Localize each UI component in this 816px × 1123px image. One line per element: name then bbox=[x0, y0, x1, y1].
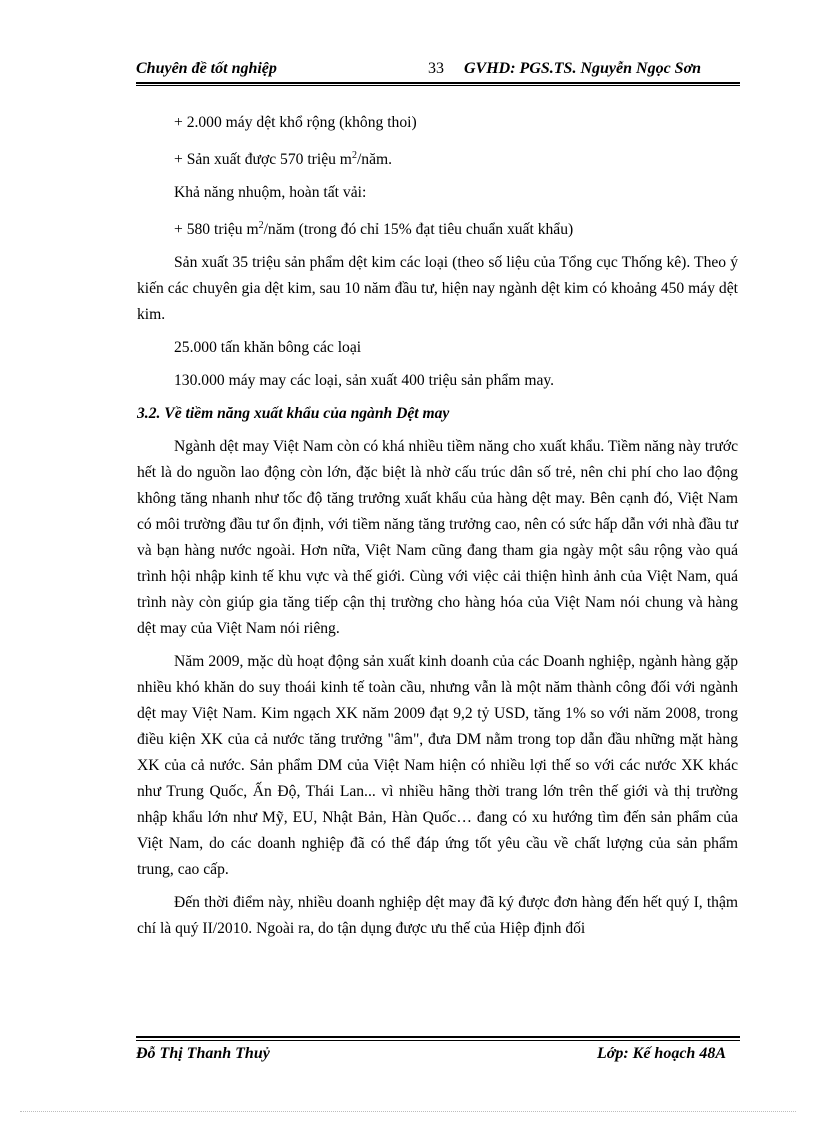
page-number: 33 bbox=[428, 60, 444, 77]
body-paragraph: Đến thời điểm này, nhiều doanh nghiệp dệt may đã ký được đơn hàng đến hết quý I, thậm chí là quý II/2010. Ngoài ra, do tận dụng được ưu thế của Hiệp định đối bbox=[137, 894, 738, 938]
page-bottom-dotted-line bbox=[20, 1111, 796, 1112]
footer-rule-thin bbox=[136, 1040, 740, 1041]
page-body bbox=[137, 110, 738, 949]
body-line: + 2.000 máy dệt khổ rộng (không thoi) bbox=[174, 114, 417, 131]
header-supervisor: GVHD: PGS.TS. Nguyễn Ngọc Sơn bbox=[464, 60, 702, 77]
section-heading: 3.2. Về tiềm năng xuất khẩu của ngành Dệt may bbox=[137, 405, 450, 423]
page-header bbox=[136, 58, 740, 82]
body-paragraph: Sản xuất 35 triệu sản phẩm dệt kim các loại (theo số liệu của Tổng cục Thống kê). Theo ý kiến các chuyên gia dệt kim, sau 10 năm đầu tư, hiện nay ngành dệt kim có khoảng 450 máy dệt kim. bbox=[137, 254, 738, 324]
body-line: + 580 triệu $m^2$/năm (trong đó chỉ 15% đạt tiêu chuẩn xuất khẩu) bbox=[174, 220, 574, 239]
body-line: + Sản xuất được 570 triệu $m^2$/năm. bbox=[174, 150, 393, 169]
body-paragraph: Năm 2009, mặc dù hoạt động sản xuất kinh doanh của các Doanh nghiệp, ngành hàng gặp nhiều khó khăn do suy thoái kinh tế toàn cầu, nhưng vẫn là một năm thành công đối với ngành dệt may Việt Nam. Kim ngạch XK năm 2009 đạt 9,2 tỷ USD, tăng 1% so với năm 2008, trong điều kiện XK của cả nước tăng trưởng "âm", đưa DM nằm trong top dẫn đầu những mặt hàng XK của cả nước. Sản phẩm DM của Việt Nam hiện có nhiều lợi thế so với các nước XK khác như Trung Quốc, Ấn Độ, Thái Lan... vì nhiều hãng thời trang lớn trên thế giới và thị trường nhập khẩu lớn như Mỹ, EU, Nhật Bản, Hàn Quốc… đang có xu hướng tìm đến sản phẩm của Việt Nam, do các doanh nghiệp đã có thể đáp ứng tốt yêu cầu về chất lượng của sản phẩm trung, cao cấp. bbox=[137, 653, 738, 879]
header-thesis-title: Chuyên đề tốt nghiệp bbox=[136, 60, 277, 77]
body-paragraph: Ngành dệt may Việt Nam còn có khá nhiều tiềm năng cho xuất khẩu. Tiềm năng này trước hết là do nguồn lao động còn lớn, đặc biệt là nhờ cấu trúc dân số trẻ, nên chi phí cho lao động không tăng nhanh như tốc độ tăng trưởng xuất khẩu của hàng dệt may. Bên cạnh đó, Việt Nam có môi trường đầu tư ổn định, với tiềm năng tăng trưởng cao, nên có sức hấp dẫn với nhà đầu tư và bạn hàng nước ngoài. Hơn nữa, Việt Nam cũng đang tham gia ngày một sâu rộng vào quá trình hội nhập kinh tế khu vực và thế giới. Cùng với việc cải thiện hình ảnh của Việt Nam, quá trình này còn giúp gia tăng tiếp cận thị trường cho hàng hóa của Việt Nam nói chung và hàng dệt may của Việt Nam nói riêng. bbox=[137, 438, 738, 638]
body-line: Khả năng nhuộm, hoàn tất vải: bbox=[174, 184, 367, 202]
header-rule-thin bbox=[136, 85, 740, 86]
footer-class: Lớp: Kế hoạch 48A bbox=[596, 1045, 726, 1062]
body-line: 130.000 máy may các loại, sản xuất 400 triệu sản phẩm may. bbox=[174, 372, 555, 390]
header-rule-thick bbox=[136, 82, 740, 84]
footer-author: Đỗ Thị Thanh Thuỷ bbox=[136, 1045, 270, 1062]
body-line: 25.000 tấn khăn bông các loại bbox=[174, 339, 362, 357]
page-footer bbox=[136, 1043, 740, 1067]
footer-rule-thick bbox=[136, 1036, 740, 1038]
